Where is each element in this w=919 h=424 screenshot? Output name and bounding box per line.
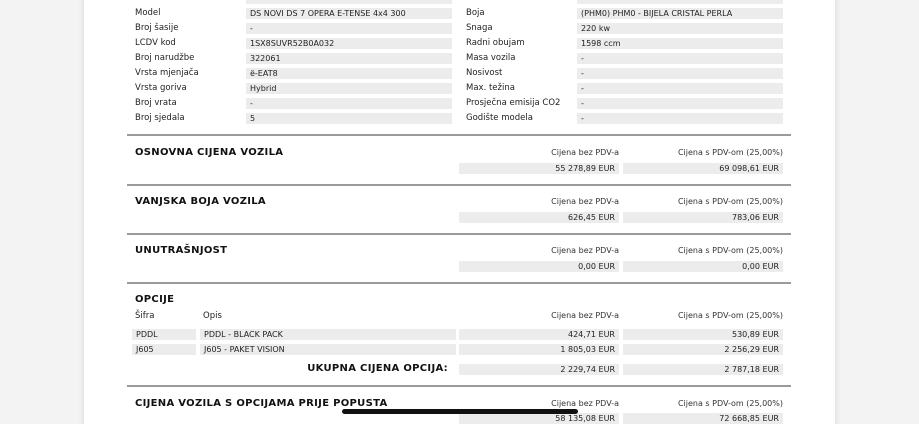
detail-label-model: Model bbox=[135, 8, 161, 18]
section-title-price-before-discount: CIJENA VOZILA S OPCIJAMA PRIJE POPUSTA bbox=[135, 398, 388, 409]
home-indicator-bar[interactable] bbox=[342, 409, 578, 414]
detail-value-power: 220 kw bbox=[577, 23, 783, 34]
column-header-gross: Cijena s PDV-om (25,00%) bbox=[677, 311, 783, 320]
options-total-net: 2 229,74 EUR bbox=[459, 364, 619, 375]
options-header-description: Opis bbox=[203, 311, 222, 321]
column-header-net: Cijena bez PDV-a bbox=[551, 311, 619, 320]
column-header-gross: Cijena s PDV-om (25,00%) bbox=[677, 197, 783, 206]
cut-row-right-value bbox=[577, 0, 783, 4]
option-gross-price: 2 256,29 EUR bbox=[623, 344, 783, 355]
detail-value-fuel: Hybrid bbox=[246, 83, 452, 94]
detail-label-payload: Nosivost bbox=[466, 68, 503, 78]
section-title-base-price: OSNOVNA CIJENA VOZILA bbox=[135, 147, 284, 158]
exterior-color-gross: 783,06 EUR bbox=[623, 212, 783, 223]
column-header-net: Cijena bez PDV-a bbox=[551, 246, 619, 255]
option-gross-price: 530,89 EUR bbox=[623, 329, 783, 340]
detail-value-lcdv: 1SX8SUVR52B0A032 bbox=[246, 38, 452, 49]
detail-label-chassis: Broj šasije bbox=[135, 23, 179, 33]
detail-value-color: (PHM0) PHM0 - BIJELA CRISTAL PERLA bbox=[577, 8, 783, 19]
column-header-net: Cijena bez PDV-a bbox=[551, 399, 619, 408]
detail-value-gearbox: ë-EAT8 bbox=[246, 68, 452, 79]
column-header-net: Cijena bez PDV-a bbox=[551, 148, 619, 157]
interior-net: 0,00 EUR bbox=[459, 261, 619, 272]
options-total-gross: 2 787,18 EUR bbox=[623, 364, 783, 375]
section-divider bbox=[127, 134, 791, 136]
detail-value-mass: - bbox=[577, 53, 783, 64]
detail-label-co2: Prosječna emisija CO2 bbox=[466, 98, 561, 108]
detail-label-mass: Masa vozila bbox=[466, 53, 516, 63]
section-divider bbox=[127, 233, 791, 235]
column-header-gross: Cijena s PDV-om (25,00%) bbox=[677, 399, 783, 408]
base-price-net: 55 278,89 EUR bbox=[459, 163, 619, 174]
detail-label-max-weight: Max. težina bbox=[466, 83, 515, 93]
detail-label-power: Snaga bbox=[466, 23, 493, 33]
detail-label-doors: Broj vrata bbox=[135, 98, 177, 108]
section-title-options: OPCIJE bbox=[135, 294, 175, 305]
option-code: J605 bbox=[132, 344, 196, 355]
column-header-gross: Cijena s PDV-om (25,00%) bbox=[677, 148, 783, 157]
base-price-gross: 69 098,61 EUR bbox=[623, 163, 783, 174]
detail-label-order-number: Broj narudžbe bbox=[135, 53, 195, 63]
detail-label-fuel: Vrsta goriva bbox=[135, 83, 187, 93]
section-title-interior: UNUTRAŠNJOST bbox=[135, 245, 228, 256]
option-net-price: 424,71 EUR bbox=[459, 329, 619, 340]
detail-value-doors: - bbox=[246, 98, 452, 109]
section-divider bbox=[127, 385, 791, 387]
exterior-color-net: 626,45 EUR bbox=[459, 212, 619, 223]
detail-label-model-year: Godište modela bbox=[466, 113, 533, 123]
section-title-exterior-color: VANJSKA BOJA VOZILA bbox=[135, 196, 266, 207]
detail-value-chassis: - bbox=[246, 23, 452, 34]
detail-value-co2: - bbox=[577, 98, 783, 109]
detail-value-payload: - bbox=[577, 68, 783, 79]
options-total-label: UKUPNA CIJENA OPCIJA: bbox=[307, 363, 448, 374]
detail-label-lcdv: LCDV kod bbox=[135, 38, 176, 48]
option-description: PDDL - BLACK PACK bbox=[200, 329, 456, 340]
interior-gross: 0,00 EUR bbox=[623, 261, 783, 272]
detail-value-model: DS NOVI DS 7 OPERA E-TENSE 4x4 300 bbox=[246, 8, 452, 19]
detail-label-gearbox: Vrsta mjenjača bbox=[135, 68, 199, 78]
section-divider bbox=[127, 282, 791, 284]
options-header-code: Šifra bbox=[135, 311, 155, 321]
detail-value-displacement: 1598 ccm bbox=[577, 38, 783, 49]
option-description: J605 - PAKET VISION bbox=[200, 344, 456, 355]
column-header-gross: Cijena s PDV-om (25,00%) bbox=[677, 246, 783, 255]
detail-label-displacement: Radni obujam bbox=[466, 38, 525, 48]
column-header-net: Cijena bez PDV-a bbox=[551, 197, 619, 206]
detail-label-color: Boja bbox=[466, 8, 485, 18]
cut-row-left-value bbox=[246, 0, 452, 4]
section-divider bbox=[127, 184, 791, 186]
detail-value-model-year: - bbox=[577, 113, 783, 124]
option-code: PDDL bbox=[132, 329, 196, 340]
price-before-discount-gross: 72 668,85 EUR bbox=[623, 413, 783, 424]
detail-value-order-number: 322061 bbox=[246, 53, 452, 64]
price-before-discount-net: 58 135,08 EUR bbox=[459, 413, 619, 424]
detail-value-max-weight: - bbox=[577, 83, 783, 94]
detail-value-seats: 5 bbox=[246, 113, 452, 124]
detail-label-seats: Broj sjedala bbox=[135, 113, 185, 123]
option-net-price: 1 805,03 EUR bbox=[459, 344, 619, 355]
